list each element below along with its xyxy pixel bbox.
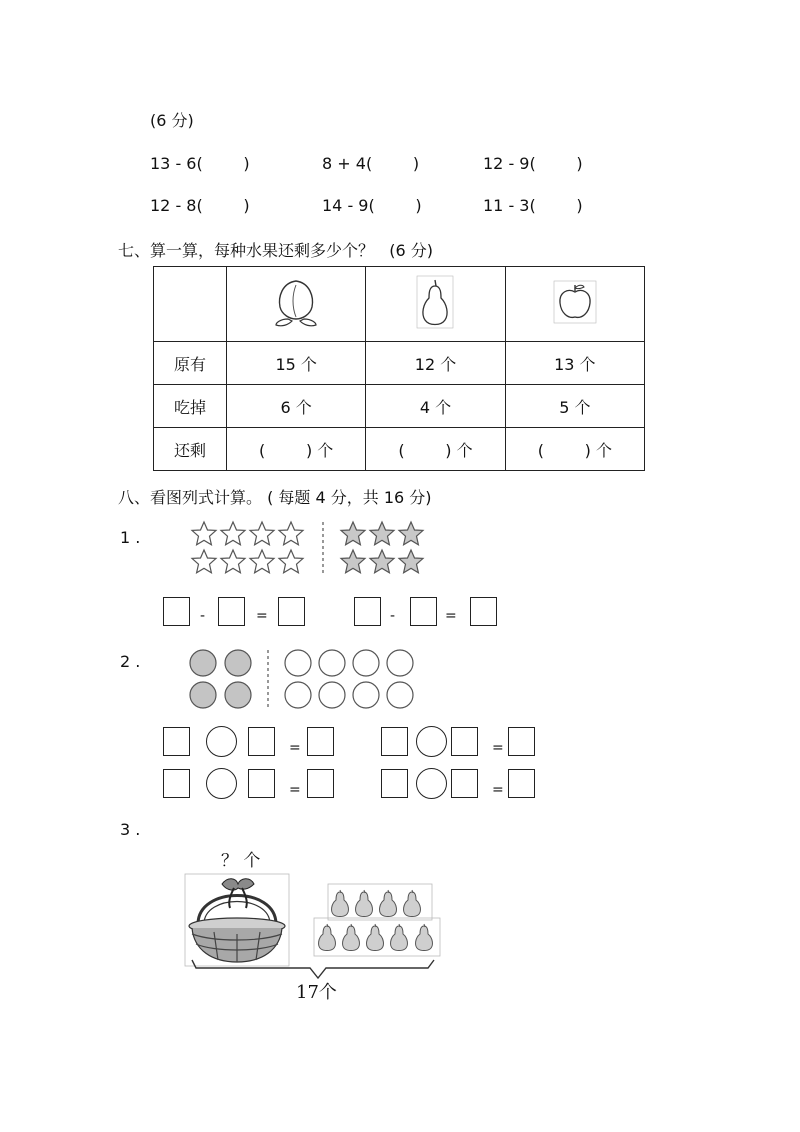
section6-points: (6 分): [150, 111, 194, 130]
answer-cell[interactable]: ( ) 个: [227, 428, 366, 471]
table-cell: 5 个: [505, 385, 644, 428]
total-label: 17个: [296, 982, 337, 1003]
calc-problem: 12 - 8( ): [150, 196, 250, 215]
equals-sign: =: [445, 608, 457, 624]
pears-group: [314, 884, 440, 956]
apple-cell: [505, 267, 644, 342]
equals-sign: =: [256, 608, 268, 624]
white-stars: [192, 522, 303, 573]
answer-box[interactable]: [218, 597, 245, 626]
calc-problem: 11 - 3( ): [483, 196, 583, 215]
row-label: 原有: [154, 342, 227, 385]
basket-pears-picture: [184, 872, 444, 982]
unknown-label: ？ 个: [221, 851, 261, 871]
answer-box[interactable]: [508, 727, 535, 756]
equals-sign: =: [492, 740, 504, 756]
gray-circles: [190, 650, 251, 708]
white-circles: [285, 650, 413, 708]
basket-icon: [185, 874, 289, 966]
equals-sign: =: [289, 740, 301, 756]
pear-cell: [366, 267, 505, 342]
answer-box[interactable]: [451, 769, 478, 798]
gray-stars: [341, 522, 423, 573]
question-number: 1 .: [120, 528, 141, 547]
table-cell: 15 个: [227, 342, 366, 385]
answer-box[interactable]: [163, 727, 190, 756]
question-number: 2 .: [120, 652, 141, 671]
answer-box[interactable]: [248, 769, 275, 798]
table-corner: [154, 267, 227, 342]
minus-sign: -: [200, 608, 206, 624]
question-number: 3 .: [120, 820, 141, 839]
table-cell: 12 个: [366, 342, 505, 385]
answer-box[interactable]: [248, 727, 275, 756]
row-label: 还剩: [154, 428, 227, 471]
fruit-table: [153, 266, 645, 471]
answer-box[interactable]: [307, 769, 334, 798]
answer-cell[interactable]: ( ) 个: [366, 428, 505, 471]
answer-box[interactable]: [508, 769, 535, 798]
answer-box[interactable]: [307, 727, 334, 756]
answer-box[interactable]: [278, 597, 305, 626]
peach-cell: [227, 267, 366, 342]
operator-circle[interactable]: [416, 768, 447, 799]
stars-picture: [188, 518, 428, 578]
answer-box[interactable]: [354, 597, 381, 626]
minus-sign: -: [390, 608, 396, 624]
pear-icon: [415, 274, 455, 330]
row-label: 吃掉: [154, 385, 227, 428]
table-cell: 13 个: [505, 342, 644, 385]
operator-circle[interactable]: [206, 768, 237, 799]
answer-box[interactable]: [451, 727, 478, 756]
answer-box[interactable]: [410, 597, 437, 626]
calc-problem: 14 - 9( ): [322, 196, 422, 215]
section7-heading: 七、算一算，每种水果还剩多少个？ (6 分): [118, 241, 434, 260]
calc-problem: 12 - 9( ): [483, 154, 583, 173]
answer-box[interactable]: [381, 769, 408, 798]
equals-sign: =: [492, 782, 504, 798]
apple-icon: [552, 279, 598, 325]
operator-circle[interactable]: [416, 726, 447, 757]
operator-circle[interactable]: [206, 726, 237, 757]
answer-box[interactable]: [163, 597, 190, 626]
calc-problem: 8 + 4( ): [322, 154, 420, 173]
answer-box[interactable]: [470, 597, 497, 626]
answer-box[interactable]: [163, 769, 190, 798]
circles-picture: [186, 648, 422, 710]
table-cell: 4 个: [366, 385, 505, 428]
brace-line: [192, 960, 434, 978]
answer-cell[interactable]: ( ) 个: [505, 428, 644, 471]
equals-sign: =: [289, 782, 301, 798]
section8-heading: 八、看图列式计算。 ( 每题 4 分，共 16 分): [118, 488, 432, 507]
answer-box[interactable]: [381, 727, 408, 756]
table-cell: 6 个: [227, 385, 366, 428]
peach-icon: [270, 275, 322, 329]
calc-problem: 13 - 6( ): [150, 154, 250, 173]
